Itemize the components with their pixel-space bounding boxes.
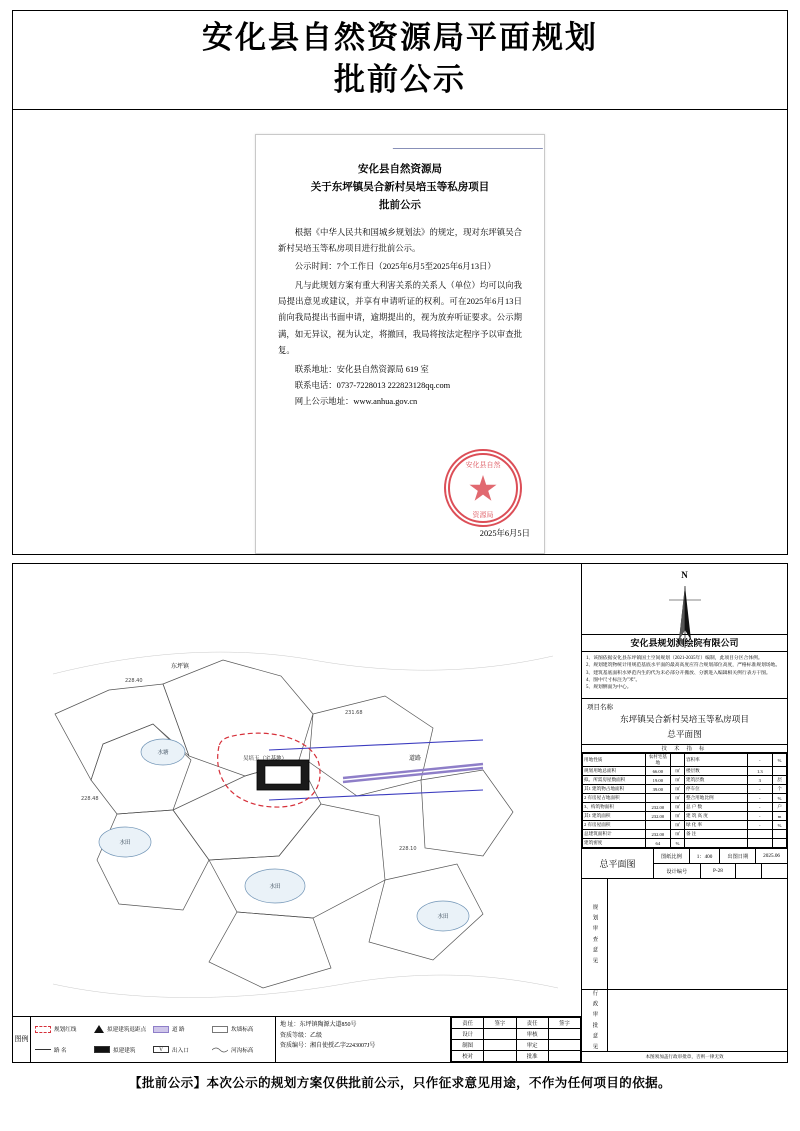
tech-key-2: 楼层数	[684, 767, 747, 776]
project-name-label: 项目名称	[587, 704, 613, 712]
svg-text:东坪镇: 东坪镇	[171, 663, 190, 670]
title-block	[582, 849, 787, 879]
tech-value: 232.00	[645, 803, 671, 812]
address-label: 地 址：	[280, 1022, 300, 1028]
address-value: 东坪镇陶源大道850号	[299, 1022, 357, 1028]
scale-label: 图纸比例	[654, 849, 690, 863]
table-row	[583, 776, 787, 785]
tech-value	[645, 794, 671, 803]
svg-text:道路: 道路	[408, 755, 422, 762]
sign-col-header: 签字	[548, 1018, 580, 1029]
note-line: 1、该图依据安化县东坪镇国土空间规划（2021-2035年）编制，此项目分区合体例。	[586, 655, 763, 661]
table-row	[583, 830, 787, 839]
project-name-line-2: 总平面图	[667, 729, 702, 740]
tech-value: 农村宅基地	[645, 754, 671, 767]
tech-value-2	[747, 839, 773, 848]
administrative-approval-content	[608, 990, 787, 1051]
compass-icon	[655, 584, 715, 654]
sign-col-header: 责任	[516, 1018, 548, 1029]
title-block-meta	[654, 849, 787, 878]
tech-key-2: 停车位	[684, 785, 747, 794]
table-row	[583, 821, 787, 830]
tech-key: 其1 建筑物占地面积	[583, 785, 646, 794]
tech-unit	[671, 754, 685, 767]
svg-text:资源局: 资源局	[472, 511, 494, 519]
legend-item-label: 路 名	[54, 1047, 67, 1054]
entrance-marker-icon: V	[153, 1046, 169, 1053]
legend-item	[94, 1046, 153, 1054]
drawing-name: 总平面图	[582, 849, 654, 878]
tech-value	[645, 821, 671, 830]
legend-item	[153, 1046, 212, 1054]
tech-unit-2: %	[773, 754, 787, 767]
legend-item-label: 拟建建筑退距点	[107, 1027, 147, 1034]
tech-value-2: 3	[747, 776, 773, 785]
notice-section	[12, 110, 788, 555]
tech-key: 规划用地总面积	[583, 767, 646, 776]
planning-review-box	[582, 879, 787, 990]
map-canvas	[13, 564, 581, 1062]
drawing-notes	[582, 652, 787, 700]
company-name: 安化县规划测绘院有限公司	[582, 635, 787, 652]
tech-unit: ㎡	[671, 776, 685, 785]
sign-cell	[548, 1029, 580, 1040]
planning-review-content	[608, 879, 787, 989]
seal-date: 2025年6月5日	[479, 529, 530, 538]
statement-text: 本次公示的规划方案仅供批前公示，只作征求意见用途，不作为任何项目的依据。	[206, 1075, 671, 1090]
table-row	[583, 754, 787, 767]
signature-table	[451, 1017, 581, 1062]
legend-title: 图例	[13, 1017, 31, 1062]
tech-unit: ㎡	[671, 821, 685, 830]
sign-cell: 批准	[516, 1051, 548, 1062]
site-plan-drawing	[12, 563, 788, 1063]
notice-title-line-1: 安化县自然资源局	[358, 164, 442, 175]
tech-unit-2: %	[773, 821, 787, 830]
tech-value-2: -	[747, 821, 773, 830]
project-name-box	[582, 699, 787, 745]
sign-cell	[484, 1040, 516, 1051]
date-value: 2025.06	[763, 853, 781, 860]
legend-bar	[13, 1016, 581, 1062]
tech-key-2: 建 筑 高 度	[684, 812, 747, 821]
tech-key-2: 总 户 数	[684, 803, 747, 812]
notice-contact	[278, 362, 522, 411]
table-row	[583, 812, 787, 821]
tech-key-2: 备 注	[684, 830, 747, 839]
svg-text:水塘: 水塘	[157, 750, 169, 756]
design-no-value: P-28	[701, 864, 737, 878]
sign-col-header: 签字	[484, 1018, 516, 1029]
triangle-marker-icon	[94, 1025, 104, 1033]
line-swatch-icon	[35, 1049, 51, 1050]
tech-unit-2: %	[773, 794, 787, 803]
banner-line-1: 安化县自然资源局平面规划	[202, 20, 598, 57]
svg-text:228.48: 228.48	[81, 796, 99, 802]
notice-body	[278, 225, 522, 360]
banner-line-2: 批前公示	[334, 62, 466, 98]
title-block-spacer-2	[762, 864, 787, 878]
tech-unit-2	[773, 839, 787, 848]
cert-value: 湘自使授乙字2243007J号	[310, 1043, 376, 1049]
elevation-swatch-icon	[212, 1026, 228, 1033]
svg-text:安化县自然: 安化县自然	[465, 461, 501, 469]
svg-text:水田: 水田	[119, 840, 131, 846]
legend-item	[94, 1025, 153, 1033]
tech-value: 232.00	[645, 830, 671, 839]
address-block	[276, 1017, 451, 1062]
title-block-spacer	[736, 864, 762, 878]
legend-item-label: 拟建建筑	[113, 1047, 136, 1054]
bottom-statement	[12, 1073, 788, 1091]
design-no-label: 设计编号	[654, 864, 701, 878]
sign-cell	[548, 1051, 580, 1062]
title-banner	[12, 10, 788, 110]
drawing-footnote: 本图须加盖行政审批章，否则一律无效	[582, 1051, 787, 1062]
tech-key-2: 整合用地比例	[684, 794, 747, 803]
cert-label: 资质编号：	[280, 1043, 311, 1049]
tech-unit-2	[773, 767, 787, 776]
planning-review-label-text: 规 划 审 查 意 见	[591, 903, 598, 965]
planning-review-label	[582, 879, 608, 989]
legend-item-label: 规划红线	[54, 1027, 77, 1034]
statement-tag: 【批前公示】	[129, 1075, 207, 1090]
svg-text:231.68: 231.68	[345, 710, 363, 716]
notice-paragraph-1: 根据《中华人民共和国城乡规划法》的规定，现对东坪镇吴合新村吴培玉等私房项目进行批前公示。	[278, 227, 522, 253]
contact-address: 联系地址：安化县自然资源局 619 室	[294, 364, 429, 374]
official-seal-icon	[444, 449, 522, 527]
side-column	[582, 564, 787, 1062]
notice-title-line-3: 批前公示	[379, 199, 421, 211]
tech-key-2: 建筑层数	[684, 776, 747, 785]
tech-unit: ㎡	[671, 767, 685, 776]
tech-key: 2 有房屋面积	[583, 821, 646, 830]
notice-paragraph-3: 凡与此规划方案有重大利害关系的关系人（单位）均可以向我局提出意见或建议，并享有申请听证的权利。可在2025年6月13日前向我局提出书面申请，逾期提出的，视为放弃听证要求。公示期满，如无异议，视为认定，将撤回，我局将按法定程序予以审查批复。	[278, 280, 522, 356]
notice-paragraph-2: 公示时间：7个工作日（2025年6月5至2025年6月13日）	[294, 262, 496, 272]
sign-cell	[484, 1029, 516, 1040]
tech-value-2: -	[747, 812, 773, 821]
project-name-line-1: 东坪镇吴合新村吴培玉等私房项目	[620, 714, 749, 725]
tech-unit-2: m	[773, 812, 787, 821]
sign-cell: 设计	[452, 1029, 484, 1040]
legend-item	[153, 1025, 212, 1033]
svg-text:228.10: 228.10	[399, 846, 417, 852]
tech-unit: ㎡	[671, 785, 685, 794]
tech-unit: ㎡	[671, 812, 685, 821]
administrative-approval-label	[582, 990, 608, 1051]
tech-unit: ㎡	[671, 803, 685, 812]
tech-value: 232.00	[645, 812, 671, 821]
building-swatch-icon	[94, 1046, 110, 1053]
table-row	[583, 803, 787, 812]
tech-indicators-table	[582, 753, 787, 849]
legend-item-label: 坎墙标高	[231, 1027, 254, 1034]
tech-key: 用地性质	[583, 754, 646, 767]
legend-item	[212, 1046, 271, 1054]
sign-cell: 审定	[516, 1040, 548, 1051]
tech-key: 其1 建筑面积	[583, 812, 646, 821]
svg-text:水田: 水田	[437, 914, 449, 920]
contact-telephone: 联系电话：0737-7228013 222823128qq.com	[294, 381, 451, 391]
road-swatch-icon	[153, 1026, 169, 1033]
table-row	[583, 785, 787, 794]
legend-item-label: 河沟标高	[231, 1047, 254, 1054]
legend-item-label: 道 路	[172, 1027, 185, 1034]
tech-key: 总建筑面积计	[583, 830, 646, 839]
notice-title	[278, 161, 522, 215]
note-line: 3、建筑基底面积水界范内生的代为未必部分开搬放、分割进入编辑相关例行表方干图。	[586, 670, 771, 676]
note-line: 2、规划建筑物统计用规范基底水平面的最高高度应符合规划部位高度，严格标准规划场地。	[586, 663, 781, 669]
table-row	[583, 794, 787, 803]
level-value: 乙级	[310, 1032, 323, 1039]
table-row	[583, 839, 787, 848]
legend-items	[31, 1017, 276, 1062]
note-line: 5、规划侧面为中心。	[586, 685, 632, 691]
tech-value-2	[747, 830, 773, 839]
tech-unit: %	[671, 839, 685, 848]
tech-key: 2 有房屋占地面积	[583, 794, 646, 803]
legend-item	[35, 1046, 94, 1054]
compass-box	[582, 564, 787, 635]
cert-line	[280, 1041, 446, 1052]
tech-value-2: -	[747, 785, 773, 794]
tech-value-2: -	[747, 754, 773, 767]
title-block-row	[654, 849, 787, 864]
tech-value-2: -	[747, 803, 773, 812]
level-line	[280, 1031, 446, 1042]
legend-item	[35, 1025, 94, 1033]
tech-value-2: 1.3	[747, 767, 773, 776]
sign-cell: 制图	[452, 1040, 484, 1051]
tech-key-2: 容积率	[684, 754, 747, 767]
address-line	[280, 1020, 446, 1031]
legend-item-label: 出入口	[172, 1047, 189, 1054]
tech-unit-2	[773, 830, 787, 839]
notice-title-line-2: 关于东坪镇吴合新村吴培玉等私房项目	[310, 181, 490, 193]
sign-cell: 审核	[516, 1029, 548, 1040]
tech-value-2: -	[747, 794, 773, 803]
administrative-approval-box	[582, 990, 787, 1051]
tech-value: 66.00	[645, 767, 671, 776]
map-column	[13, 564, 582, 1062]
tech-key: 拟、所需房屋数面积	[583, 776, 646, 785]
svg-text:水田: 水田	[269, 884, 281, 890]
date-label: 出图日期	[720, 849, 756, 863]
tech-unit: ㎡	[671, 794, 685, 803]
tech-key-2	[684, 839, 747, 848]
sign-cell	[548, 1040, 580, 1051]
tech-unit-2: 户	[773, 803, 787, 812]
tech-value: 39.00	[645, 785, 671, 794]
sign-cell	[484, 1051, 516, 1062]
tech-key: 建筑密度	[583, 839, 646, 848]
scale-value: 1：400	[690, 849, 721, 863]
tech-key-2: 绿 化 率	[684, 821, 747, 830]
table-row	[583, 767, 787, 776]
notice-sheet	[255, 134, 545, 554]
sign-col-header: 责任	[452, 1018, 484, 1029]
note-line: 4、图中尺寸标注为"米"。	[586, 677, 641, 683]
red-dash-swatch-icon	[35, 1026, 51, 1033]
legend-item	[212, 1025, 271, 1033]
tech-unit-2: 个	[773, 785, 787, 794]
tech-value: 64	[645, 839, 671, 848]
tech-unit-2: 层	[773, 776, 787, 785]
tech-value: 19.00	[645, 776, 671, 785]
level-label: 资质等级：	[280, 1032, 311, 1039]
sign-cell: 校对	[452, 1051, 484, 1062]
contact-website: 网上公示地址：www.anhua.gov.cn	[294, 397, 418, 407]
tech-key: 3、构筑物面积	[583, 803, 646, 812]
svg-text:吴培玉（宅基地）: 吴培玉（宅基地）	[242, 756, 288, 762]
tech-unit: ㎡	[671, 830, 685, 839]
tech-indicators-title: 技 术 指 标	[582, 745, 787, 753]
compass-north-label: N	[681, 570, 688, 580]
title-block-row	[654, 864, 787, 878]
svg-text:228.40: 228.40	[125, 678, 143, 684]
administrative-approval-label-text: 行 政 审 批 意 见	[591, 990, 598, 1052]
water-wave-icon	[212, 1046, 228, 1053]
